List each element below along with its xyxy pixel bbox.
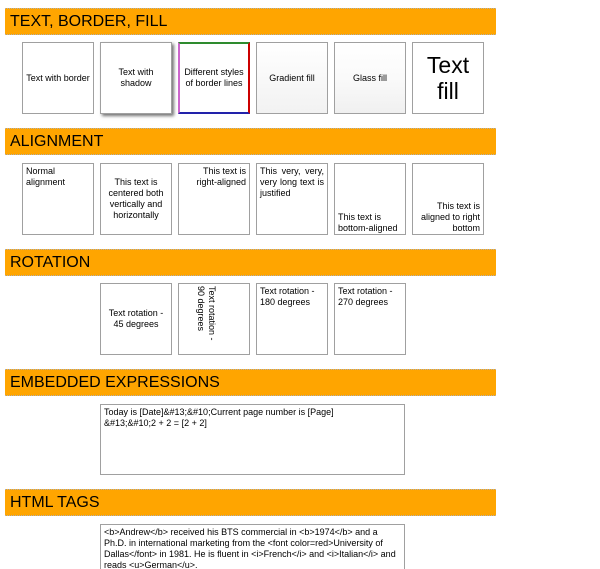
expression-line-1: Today is [Date]&#13;&#10;Current page number is [Page] — [104, 407, 334, 417]
embedded-expressions-cell — [100, 404, 405, 475]
rotation-90-cell — [178, 283, 250, 355]
cell-text: This text is centered both vertically and horizontally — [108, 177, 164, 220]
html-tags-cell — [100, 524, 405, 569]
section-title: HTML TAGS — [10, 494, 100, 511]
gradient-fill-cell — [256, 42, 328, 114]
cell-text: This very, very, very long text is justified — [260, 166, 324, 198]
section-header-html-tags — [5, 489, 496, 516]
section-header-text-border-fill — [5, 8, 496, 35]
text-with-shadow-cell — [100, 42, 172, 114]
section-title: ROTATION — [10, 254, 91, 271]
html-tags-text: <b>Andrew</b> received his BTS commercial in <b>1974</b> and a Ph.D. in international marketing from the <font color=red>University of Dallas</font> in 1981. He is fluent in <i>French</i> and <i>Italian</i> and reads <u>German</u>. — [104, 527, 399, 569]
bottom-alignment-cell — [334, 163, 406, 235]
bottom-right-alignment-cell — [412, 163, 484, 235]
right-alignment-cell — [178, 163, 250, 235]
expression-line-2: &#13;&#10;2 + 2 = [2 + 2] — [104, 418, 207, 428]
cell-text: Text with shadow — [118, 67, 154, 88]
section-title: EMBEDDED EXPRESSIONS — [10, 374, 220, 391]
cell-text: This text is right-aligned — [196, 166, 246, 187]
cell-text: Text rotation - 180 degrees — [260, 286, 315, 307]
section-title: TEXT, BORDER, FILL — [10, 13, 168, 30]
cell-text: Gradient fill — [269, 72, 315, 83]
section-header-rotation — [5, 249, 496, 276]
cell-text: This text is aligned to right bottom — [420, 201, 480, 233]
cell-text: Glass fill — [352, 72, 387, 83]
cell-text: Text rotation - 45 degrees — [108, 308, 164, 329]
section-header-embedded-expressions — [5, 369, 496, 396]
justified-alignment-cell — [256, 163, 328, 235]
text-with-border-cell — [22, 42, 94, 114]
centered-alignment-cell — [100, 163, 172, 235]
cell-text: Normal alignment — [26, 166, 66, 187]
rotation-180-cell — [256, 283, 328, 355]
cell-text: Text rotation - 270 degrees — [338, 286, 393, 307]
cell-text: Text rotation - 90 degrees — [196, 286, 217, 341]
cell-text: Different styles of border lines — [184, 67, 244, 88]
cell-text: Text with border — [26, 72, 90, 83]
glass-fill-cell — [334, 42, 406, 114]
cell-text: This text is bottom-aligned — [338, 212, 398, 233]
rotation-45-cell — [100, 283, 172, 355]
section-title: ALIGNMENT — [10, 133, 104, 150]
rotation-270-cell — [334, 283, 406, 355]
normal-alignment-cell — [22, 163, 94, 235]
section-header-alignment — [5, 128, 496, 155]
text-fill-cell — [412, 42, 484, 114]
border-styles-cell — [178, 42, 250, 114]
cell-text: Text fill — [426, 52, 470, 104]
